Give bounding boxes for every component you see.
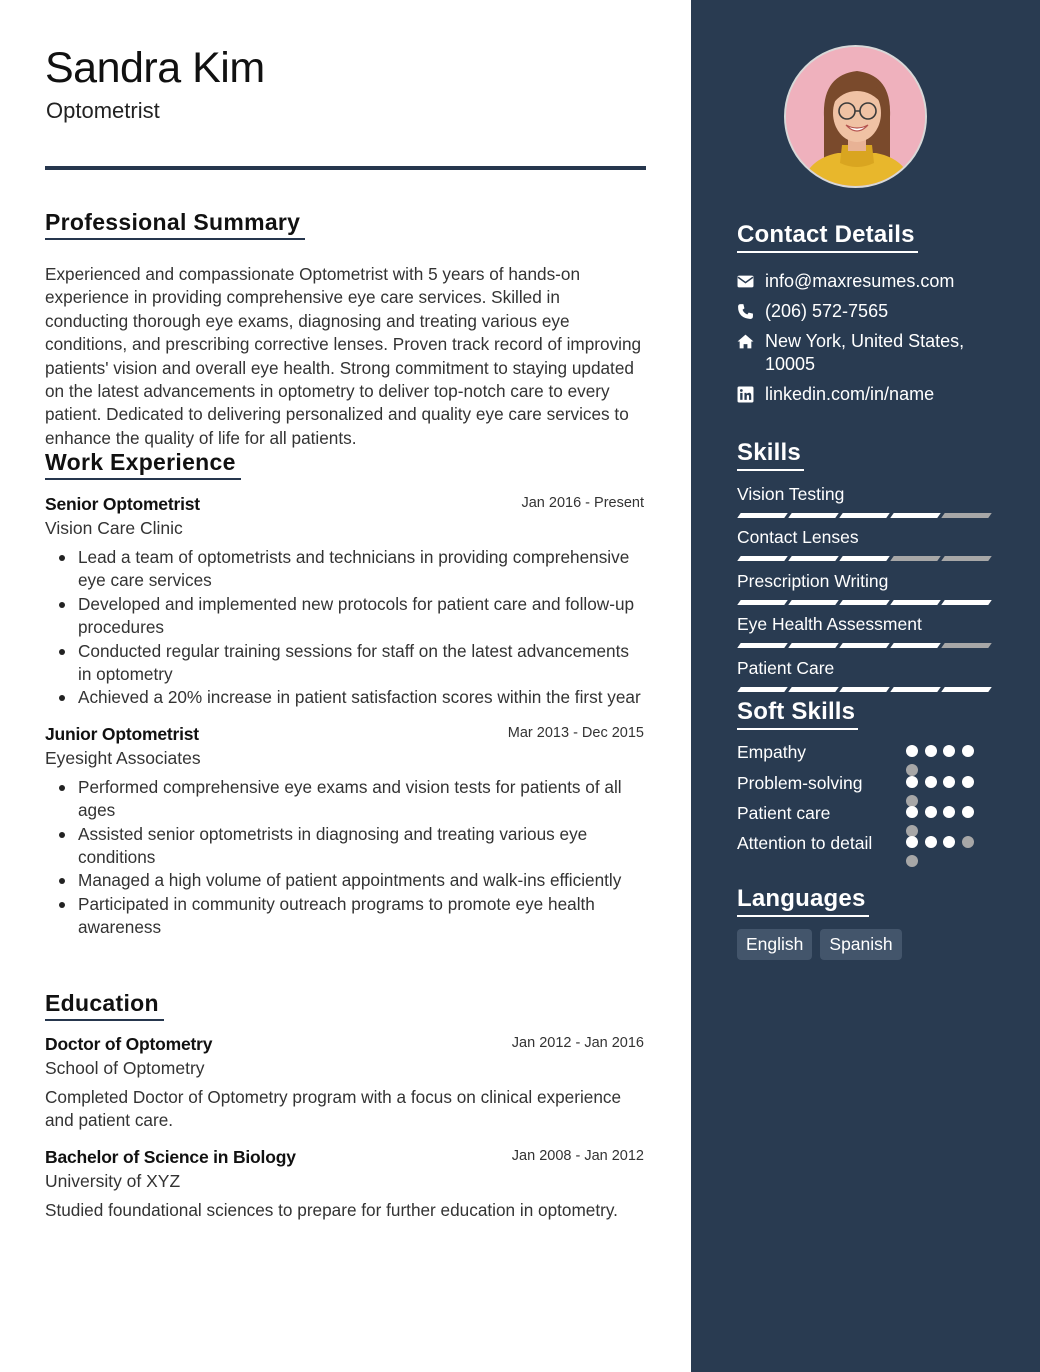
skill-level-segment [941, 600, 992, 605]
job-bullets [45, 776, 646, 940]
skill-item [737, 570, 997, 605]
soft-skill-dot [906, 836, 918, 848]
sidebar [691, 0, 1040, 1372]
contact-address-row [737, 330, 1007, 376]
skill-level-segment [839, 556, 890, 561]
job-bullet: Performed comprehensive eye exams and vision tests for patients of all ages [45, 776, 646, 823]
soft-skill-dot [943, 776, 955, 788]
education-entry [45, 1032, 646, 1133]
skill-level-segment [788, 556, 839, 561]
skill-level-segment [941, 643, 992, 648]
soft-skill-rating [906, 776, 986, 790]
experience-section [45, 448, 646, 940]
soft-skill-dot [906, 776, 918, 788]
profile-photo [784, 45, 927, 188]
experience-heading: Work Experience [45, 448, 241, 480]
soft-skill-dot [906, 855, 918, 867]
job-company: Vision Care Clinic [45, 518, 183, 538]
soft-skill-item [737, 772, 1007, 795]
soft-skill-label: Patient care [737, 803, 831, 823]
soft-skill-dot [962, 836, 974, 848]
job-bullet: Participated in community outreach programs to promote eye health awareness [45, 893, 646, 940]
job-bullets [45, 546, 646, 710]
skill-level-segment [788, 643, 839, 648]
skill-level-bar [737, 600, 997, 605]
job-entry [45, 492, 646, 710]
soft-skill-rating [906, 836, 986, 850]
skill-level-segment [737, 643, 788, 648]
soft-skill-dot [925, 745, 937, 757]
contact-email[interactable]: info@maxresumes.com [765, 271, 955, 291]
soft-skills-heading: Soft Skills [737, 697, 858, 730]
soft-skill-dot [943, 836, 955, 848]
contact-phone-row [737, 300, 1007, 323]
soft-skill-rating [906, 745, 986, 759]
school-name: University of XYZ [45, 1170, 181, 1191]
degree-title: Doctor of Optometry [45, 1034, 213, 1054]
soft-skill-rating [906, 806, 986, 820]
contact-email-row [737, 270, 1007, 293]
skill-level-segment [737, 513, 788, 518]
soft-skill-dot [925, 806, 937, 818]
skill-level-segment [788, 687, 839, 692]
skill-label: Patient Care [737, 657, 835, 678]
phone-icon [737, 303, 754, 320]
languages-heading: Languages [737, 884, 869, 917]
soft-skill-dot [906, 745, 918, 757]
job-bullet: Conducted regular training sessions for staff on the latest advancements in optometry [45, 640, 646, 687]
contact-linkedin-row [737, 383, 1007, 406]
skill-level-segment [737, 600, 788, 605]
school-name: School of Optometry [45, 1058, 205, 1078]
job-title: Junior Optometrist [45, 723, 199, 744]
job-company: Eyesight Associates [45, 747, 201, 768]
soft-skill-dot [943, 806, 955, 818]
language-tags [737, 929, 902, 960]
job-bullet: Assisted senior optometrists in diagnosing and treating various eye conditions [45, 823, 646, 870]
soft-skill-dot [943, 745, 955, 757]
skill-level-segment [890, 687, 941, 692]
skill-level-bar [737, 687, 997, 692]
soft-skill-dot [925, 836, 937, 848]
summary-text: Experienced and compassionate Optometrist with 5 years of hands-on experience in providing comprehensive eye care services. Skilled in conducting thorough eye exams, diagnosing and treating various eye conditions, and prescribing corrective lenses. Proven track record of improving patients' vision and overall eye health. Strong commitment to staying updated on the latest advancements in optometry to deliver top-notch care to every patient. Dedicated to delivering personalized and quality eye care services to enhance the quality of life for all patients. [45, 264, 642, 448]
soft-skill-dot [962, 776, 974, 788]
job-entry [45, 722, 646, 940]
soft-skill-item [737, 832, 1007, 855]
language-tag: Spanish [820, 929, 901, 960]
job-dates: Mar 2013 - Dec 2015 [507, 724, 644, 741]
soft-skill-item [737, 802, 1007, 825]
skill-level-segment [788, 513, 839, 518]
skills-heading: Skills [737, 438, 804, 471]
skill-level-segment [890, 643, 941, 648]
job-bullet: Developed and implemented new protocols for patient care and follow-up procedures [45, 593, 646, 640]
skill-level-segment [737, 687, 788, 692]
job-bullet: Managed a high volume of patient appointments and walk-ins efficiently [45, 869, 646, 892]
envelope-icon [737, 273, 754, 290]
education-dates: Jan 2012 - Jan 2016 [511, 1035, 644, 1051]
job-bullet: Achieved a 20% increase in patient satisfaction scores within the first year [45, 686, 646, 709]
job-dates: Jan 2016 - Present [521, 495, 644, 511]
skill-label: Vision Testing [737, 484, 845, 504]
skill-label: Contact Lenses [737, 527, 859, 548]
header-divider [45, 166, 646, 170]
education-heading: Education [45, 989, 164, 1021]
candidate-title: Optometrist [46, 98, 160, 123]
education-entry [45, 1145, 646, 1222]
skill-level-segment [941, 556, 992, 561]
skill-level-segment [890, 556, 941, 561]
degree-title: Bachelor of Science in Biology [45, 1146, 296, 1167]
skill-level-segment [890, 600, 941, 605]
education-description: Studied foundational sciences to prepare for further education in optometry. [45, 1199, 618, 1220]
education-dates: Jan 2008 - Jan 2012 [511, 1147, 644, 1164]
contact-list [737, 270, 1007, 406]
skill-level-bar [737, 643, 997, 648]
soft-skill-dot [962, 806, 974, 818]
soft-skill-label: Empathy [737, 742, 807, 762]
skill-level-segment [839, 600, 890, 605]
education-description: Completed Doctor of Optometry program with a focus on clinical experience and patient care. [45, 1087, 622, 1131]
skill-level-segment [839, 687, 890, 692]
job-bullet: Lead a team of optometrists and technicians in providing comprehensive eye care services [45, 546, 646, 593]
education-section [45, 989, 646, 1222]
skill-level-segment [737, 556, 788, 561]
soft-skill-label: Problem-solving [737, 773, 863, 793]
home-icon [737, 333, 754, 350]
summary-heading: Professional Summary [45, 208, 305, 240]
contact-address: New York, United States, 10005 [765, 331, 965, 374]
contact-heading: Contact Details [737, 220, 918, 253]
skill-label: Eye Health Assessment [737, 614, 922, 635]
skill-level-segment [839, 643, 890, 648]
candidate-name: Sandra Kim [45, 44, 265, 92]
skill-level-bar [737, 556, 997, 561]
soft-skill-dot [925, 776, 937, 788]
contact-phone[interactable]: (206) 572-7565 [765, 301, 889, 321]
summary-section [45, 208, 646, 450]
contact-linkedin[interactable]: linkedin.com/in/name [765, 384, 935, 404]
soft-skill-label: Attention to detail [737, 833, 873, 853]
skill-item [737, 613, 997, 648]
skill-level-bar [737, 513, 997, 518]
linkedin-icon [737, 386, 754, 403]
soft-skill-dot [962, 745, 974, 757]
skill-item [737, 657, 997, 692]
skill-label: Prescription Writing [737, 570, 889, 591]
job-title: Senior Optometrist [45, 494, 200, 514]
skill-item [737, 526, 997, 561]
language-tag: English [737, 929, 812, 960]
skill-level-segment [788, 600, 839, 605]
soft-skill-item [737, 741, 1007, 764]
skill-level-segment [890, 513, 941, 518]
skill-level-segment [839, 513, 890, 518]
skill-item [737, 483, 997, 518]
skill-level-segment [941, 513, 992, 518]
avatar-illustration [786, 47, 927, 188]
soft-skill-dot [906, 806, 918, 818]
skill-level-segment [941, 687, 992, 692]
